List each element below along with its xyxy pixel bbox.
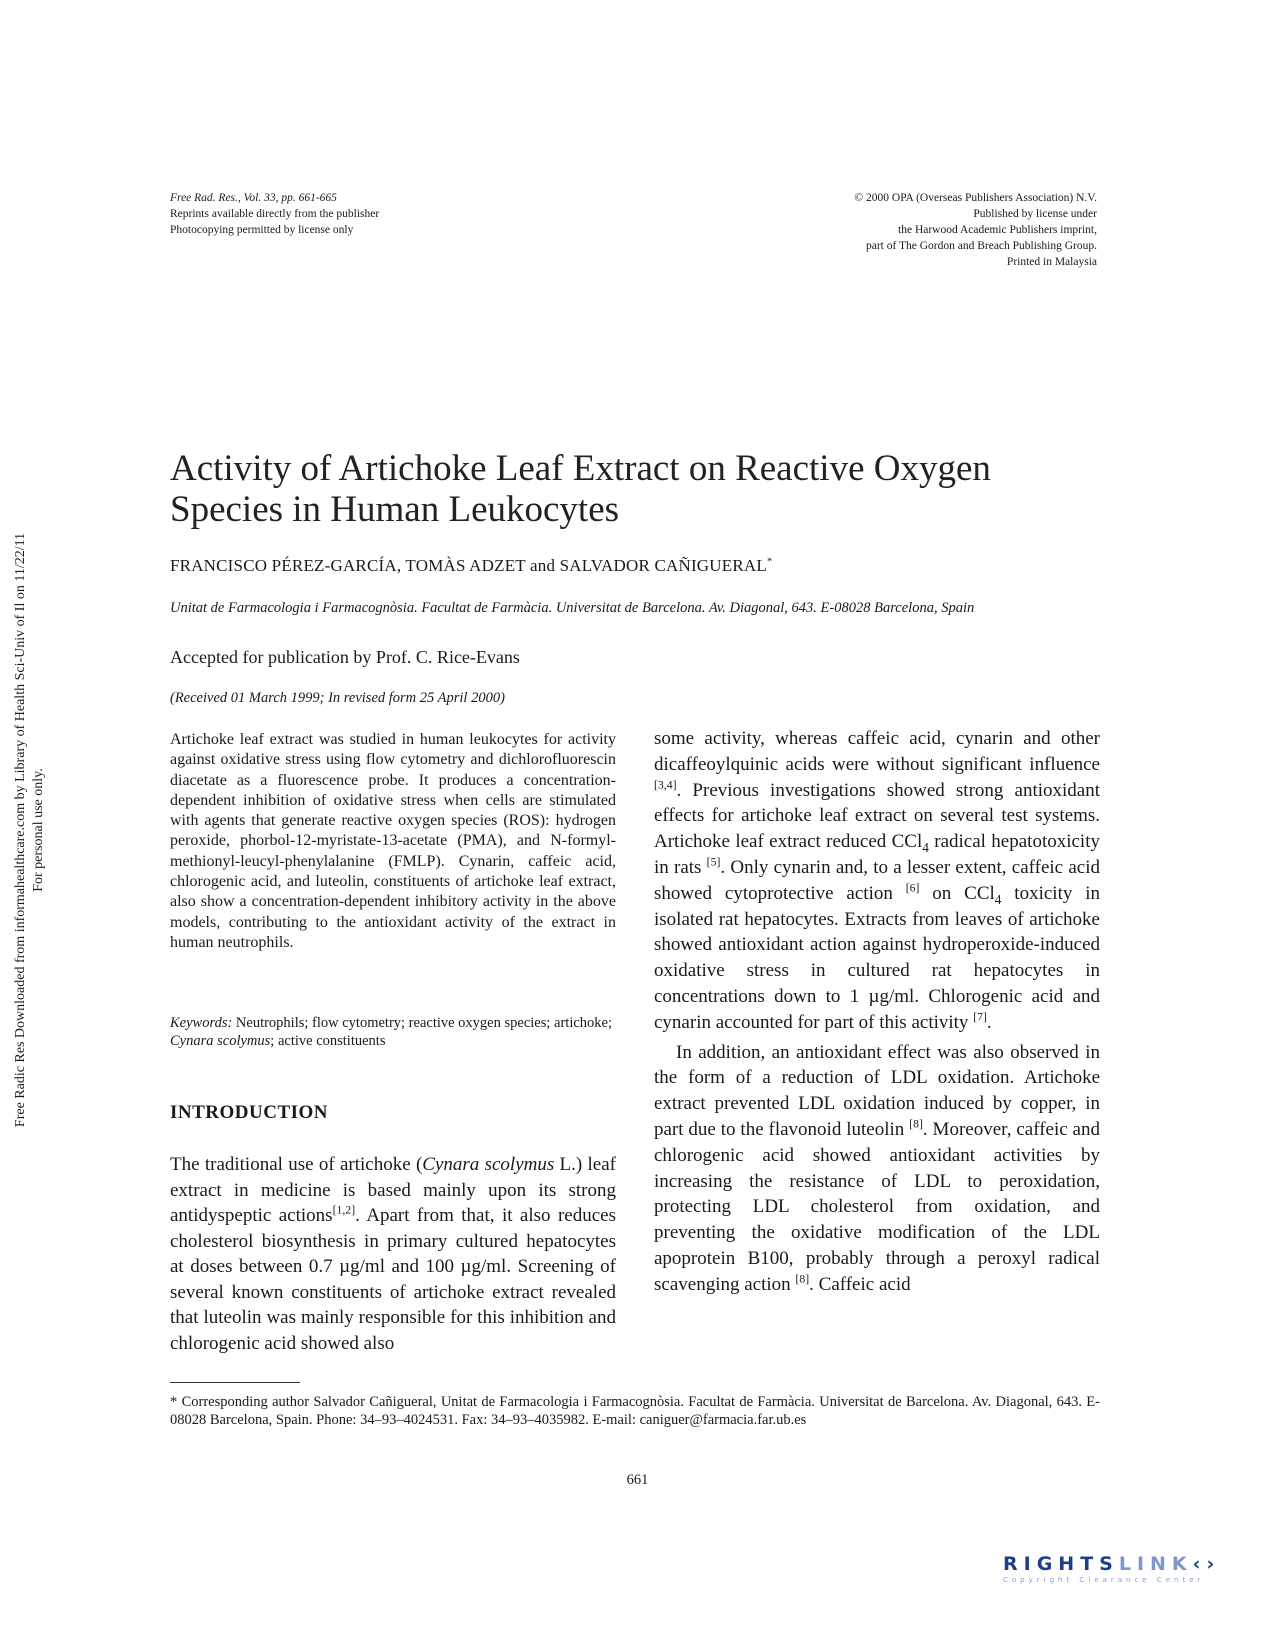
logo-text-dark: RIGHTS [1003, 1553, 1119, 1575]
right-column [654, 726, 1100, 1298]
received-dates: (Received 01 March 1999; In revised form 25 April 2000) [170, 690, 505, 706]
body-text: some activity, whereas caffeic acid, cynarin and other dicaffeoylquinic acids were without significant influence [654, 728, 1100, 775]
keywords-part1: Neutrophils; flow cytometry; reactive oxygen species; artichoke; [235, 1015, 612, 1031]
intro-text: . Apart from that, it also reduces cholesterol biosynthesis in primary cultured hepatocytes at doses between 0.7 µg/ml and 100 µg/ml. Screening of several known constituents of artichoke extract revealed that luteolin was mainly responsible for this inhibition and chlorogenic acid showed also [170, 1205, 616, 1354]
citation-ref: [5] [706, 855, 721, 869]
printed-line: Printed in Malaysia [1006, 256, 1097, 268]
citation-ref: [3,4] [654, 778, 677, 792]
body-text: on CCl [919, 882, 995, 904]
citation-ref: [8] [909, 1117, 923, 1131]
keywords-species: Cynara scolymus [170, 1033, 271, 1049]
citation-ref: [8] [795, 1272, 810, 1286]
page-number: 661 [626, 1472, 649, 1488]
logo-arrow-icon: ‹› [1192, 1553, 1221, 1575]
logo-subtitle: Copyright Clearance Center [1003, 1576, 1205, 1584]
download-note: Free Radic Res Downloaded from informahealthcare.com by Library of Health Sci-Univ of Il on 11/22/11 [13, 532, 28, 1128]
abstract-text: Artichoke leaf extract was studied in human leukocytes for activity against oxidative stress using flow cytometry and dichlorofluorescin diacetate as a fluorescence probe. It produces a concentration-dependent inhibition of oxidative stress when cells are stimulated with agents that generate reactive oxygen species (ROS): hydrogen peroxide, phorbol-12-myristate-13-acetate (PMA), and N-formyl-methionyl-leucyl-phenylalanine (FMLP). Cynarin, caffeic acid, chlorogenic acid, and luteolin, constituents of artichoke leaf extract, also show a concentration-dependent inhibitory activity in the above models, contributing to the antioxidant activity of the extract in human neutrophils. [170, 731, 616, 951]
citation-ref: [1,2] [332, 1203, 356, 1217]
keywords-label: Keywords: [170, 1015, 233, 1031]
citation-ref: [7] [973, 1010, 987, 1024]
intro-text: L.) leaf extract in medicine is based mainly upon its strong antidyspeptic actions [170, 1154, 617, 1226]
group-line: part of The Gordon and Breach Publishing Group. [865, 240, 1097, 252]
logo-text-light: LINK [1118, 1553, 1193, 1575]
keywords-part2: ; active constituents [270, 1033, 386, 1049]
body-text: In addition, an antioxidant effect was also observed in the form of a reduction of LDL oxidation. Artichoke extract prevented LDL oxidation induced by copper, in part due to the flavonoid luteolin [654, 1041, 1100, 1140]
subscript: 4 [994, 891, 1002, 907]
species-name: Cynara scolymus [422, 1154, 555, 1175]
intro-paragraph-1 [170, 1152, 616, 1356]
download-watermark [0, 480, 60, 1180]
photocopy-note: Photocopying permitted by license only [170, 224, 354, 236]
right-paragraph-1 [654, 726, 1100, 1036]
reprints-note: Reprints available directly from the publisher [170, 208, 380, 220]
personal-use-note: For personal use only. [31, 768, 46, 892]
author-list [170, 556, 772, 576]
affiliation: Unitat de Farmacologia i Farmacognòsia. Facultat de Farmàcia. Universitat de Barcelona. Av. Diagonal, 643. E-08028 Barcelona, Spain [170, 600, 975, 616]
body-text: . Only cynarin and, to a lesser extent, caffeic acid showed cytoprotective action [654, 856, 1100, 904]
copyright-line: © 2000 OPA (Overseas Publishers Association) N.V. [854, 192, 1097, 204]
body-text: toxicity in isolated rat hepatocytes. Extracts from leaves of artichoke showed antioxidant action against hydroperoxide-induced oxidative stress in cultured rat hepatocytes in concentrations down to 1 µg/ml. Chlorogenic acid and cynarin accounted for part of this activity [654, 882, 1100, 1033]
rightslink-logo [1003, 1553, 1233, 1597]
abstract [170, 730, 616, 953]
corresponding-author-footnote: * Corresponding author Salvador Cañigueral, Unitat de Farmacologia i Farmacognòsia. Facultat de Farmàcia. Universitat de Barcelona. Av. Diagonal, 643. E-08028 Barcelona, Spain. Phone: 34–93–4024531. Fax: 34–93–4035982. E-mail: caniguer@farmacia.far.ub.es [170, 1394, 1100, 1428]
article-title: Activity of Artichoke Leaf Extract on Reactive Oxygen Species in Human Leukocytes [170, 448, 991, 530]
intro-text: The traditional use of artichoke ( [170, 1154, 423, 1175]
keywords [170, 1014, 616, 1050]
accepted-note: Accepted for publication by Prof. C. Rice-Evans [170, 647, 520, 667]
body-text: . Caffeic acid [809, 1273, 911, 1295]
footnote-rule [170, 1382, 300, 1383]
corresponding-mark: * [766, 556, 773, 568]
section-heading-introduction: INTRODUCTION [170, 1102, 329, 1123]
journal-citation: Free Rad. Res., Vol. 33, pp. 661-665 [170, 192, 337, 204]
right-paragraph-2 [654, 1040, 1100, 1298]
subscript: 4 [922, 839, 929, 855]
license-line: Published by license under [973, 208, 1097, 220]
body-text: . Previous investigations showed strong antioxidant effects for artichoke leaf extract on several test systems. Artichoke leaf extract reduced CCl [654, 779, 1100, 853]
imprint-line: the Harwood Academic Publishers imprint, [898, 224, 1097, 236]
body-text: radical hepatotoxicity in rats [654, 831, 1100, 878]
body-text: . Moreover, caffeic and chlorogenic acid showed antioxidant activities by increasing the resistance of LDL to peroxidation, protecting LDL cholesterol from oxidation, and preventing the oxidative modification of the LDL apoprotein B100, probably through a peroxyl radical scavenging action [654, 1118, 1100, 1295]
body-text: . [986, 1011, 992, 1033]
author-names: FRANCISCO PÉREZ-GARCÍA, TOMÀS ADZET and SALVADOR CAÑIGUERAL [170, 556, 767, 575]
journal-header-left [170, 190, 590, 238]
journal-header-right [677, 190, 1097, 270]
citation-ref: [6] [905, 881, 920, 895]
